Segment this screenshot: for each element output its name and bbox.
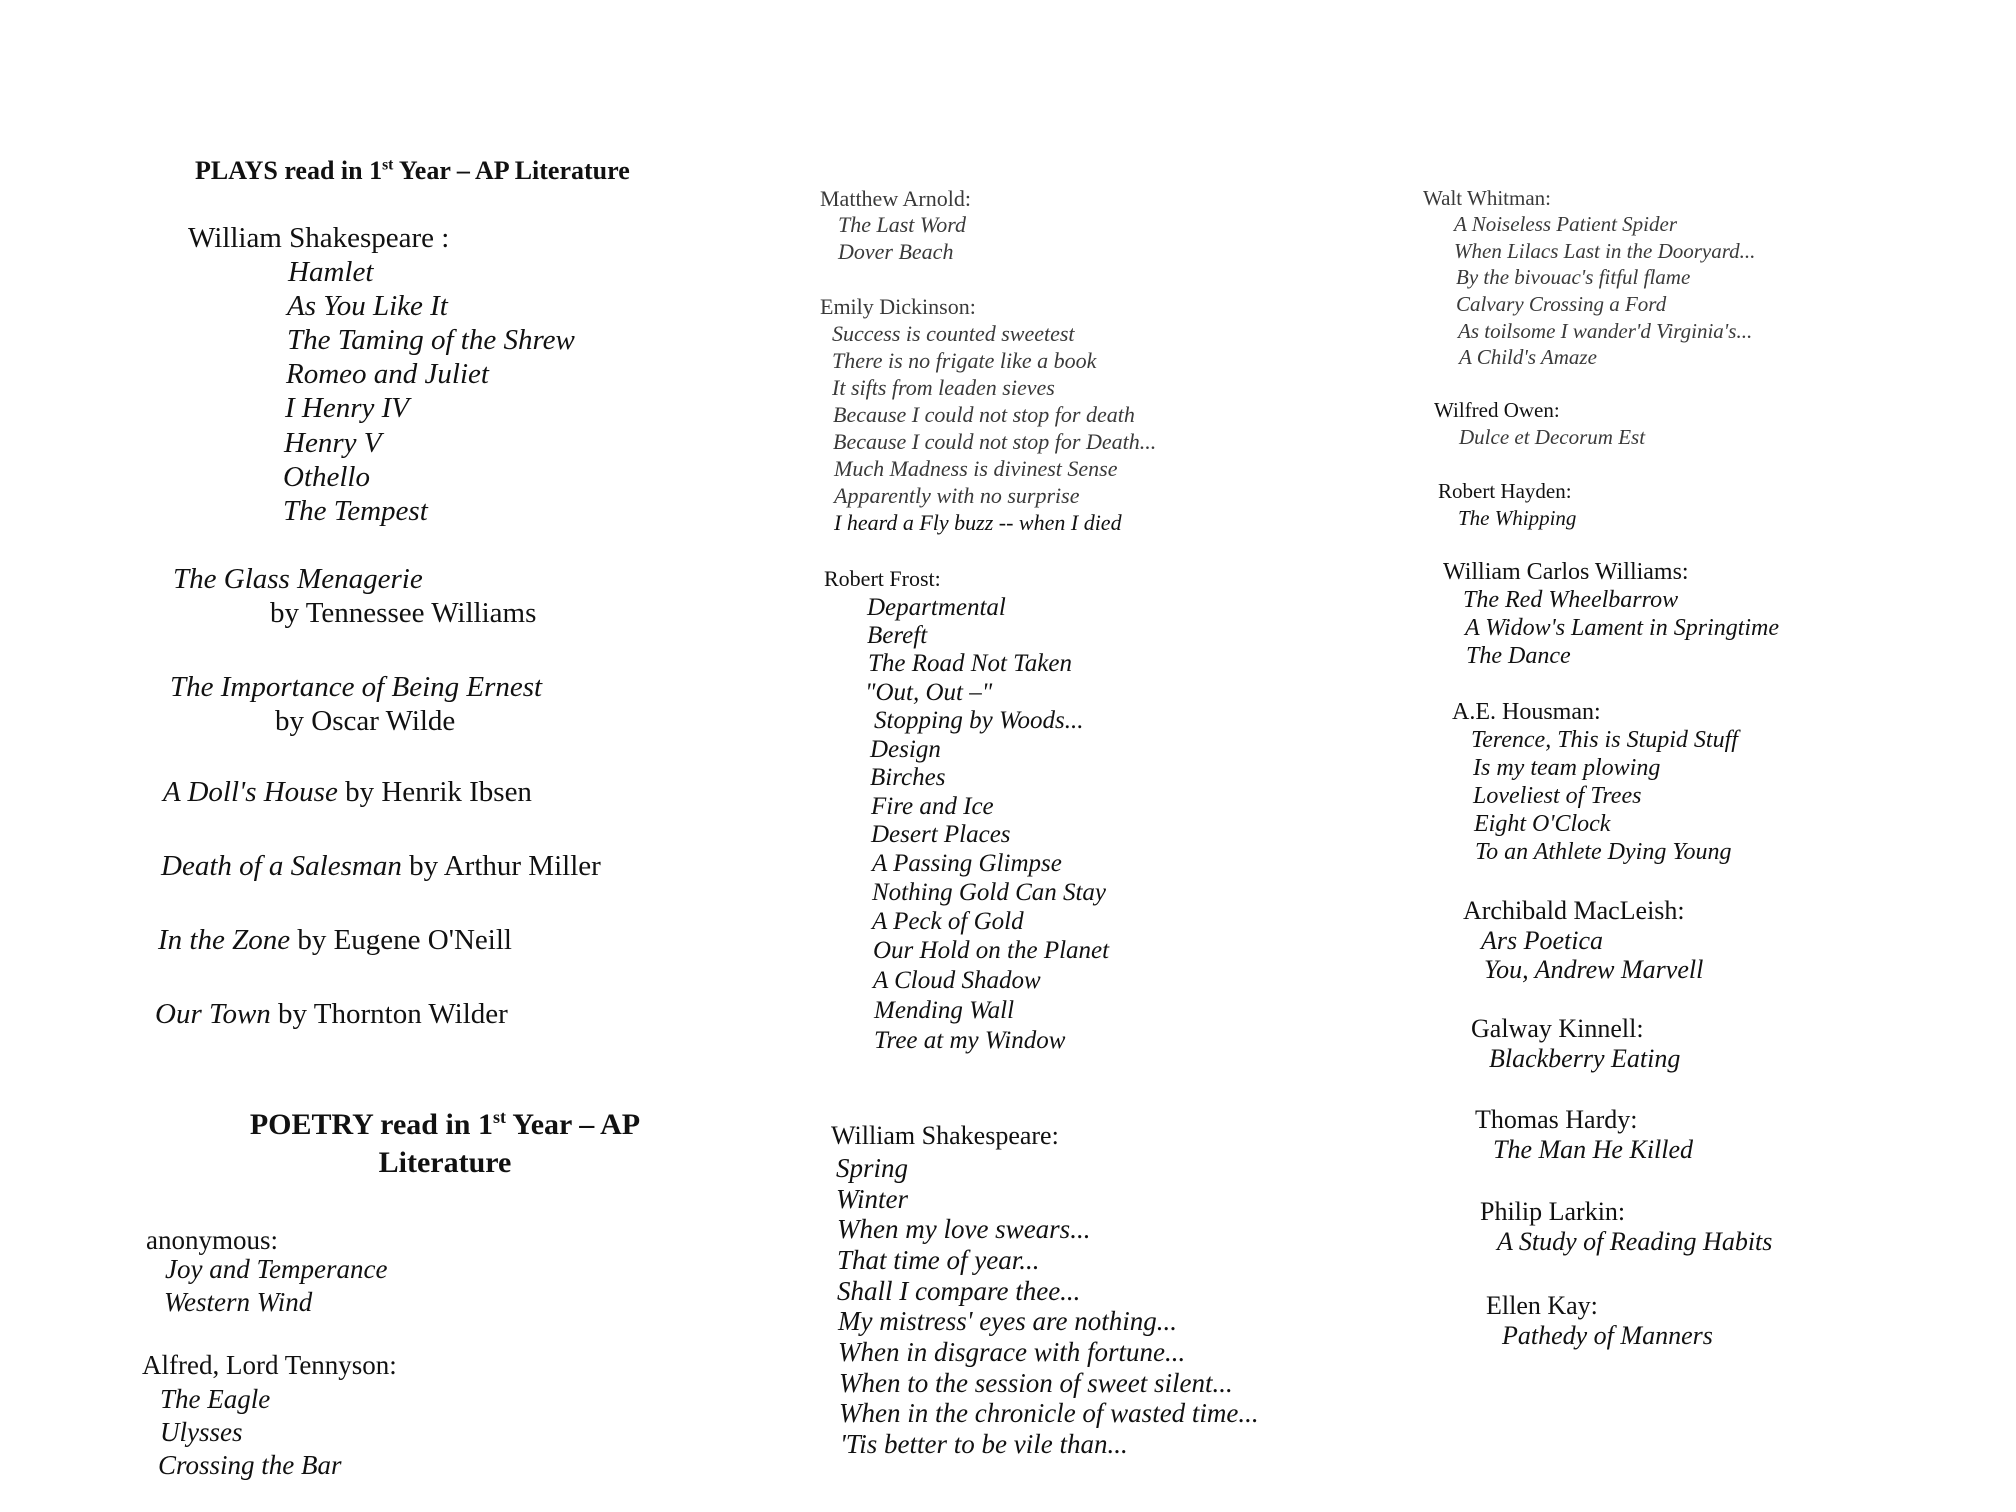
poem-title: Mending Wall <box>874 997 1015 1024</box>
poem-title: To an Athlete Dying Young <box>1475 839 1732 865</box>
poem-title: A Passing Glimpse <box>872 850 1062 877</box>
poem-title: A Cloud Shadow <box>873 967 1041 994</box>
poem-title: When my love swears... <box>837 1214 1091 1244</box>
poem-title: A Study of Reading Habits <box>1497 1227 1773 1256</box>
poem-title: Design <box>870 736 941 763</box>
poet-author: Galway Kinnell: <box>1471 1014 1644 1043</box>
poem-title: A Child's Amaze <box>1459 345 1597 369</box>
poet-author: Walt Whitman: <box>1423 186 1551 210</box>
play-author: by Arthur Miller <box>409 850 601 882</box>
play-title: The Taming of the Shrew <box>287 324 575 356</box>
poem-title: Our Hold on the Planet <box>873 937 1110 964</box>
poem-title: Because I could not stop for Death... <box>833 429 1157 454</box>
poem-title: The Whipping <box>1458 506 1577 530</box>
poet-author: A.E. Housman: <box>1452 699 1601 725</box>
poem-title: Eight O'Clock <box>1474 811 1611 837</box>
poet-author: Robert Frost: <box>824 566 941 591</box>
poem-title: Pathedy of Manners <box>1502 1321 1713 1350</box>
poem-title: Because I could not stop for death <box>833 402 1135 427</box>
poem-title: The Road Not Taken <box>868 650 1072 677</box>
poet-author: William Carlos Williams: <box>1443 559 1689 585</box>
poem-title: Ulysses <box>160 1417 243 1447</box>
play-title: Death of a Salesman <box>161 850 402 882</box>
play-title: Hamlet <box>288 256 374 288</box>
poem-title: When Lilacs Last in the Dooryard... <box>1454 239 1756 263</box>
poet-author: Alfred, Lord Tennyson: <box>142 1350 397 1380</box>
poem-title: Winter <box>836 1184 908 1214</box>
poetry-heading: POETRY read in 1st Year – AP Literature <box>249 1107 641 1179</box>
poem-title: The Last Word <box>838 212 966 237</box>
poem-title: Nothing Gold Can Stay <box>872 879 1107 906</box>
play-title: Othello <box>283 461 370 493</box>
poem-title: "Out, Out –" <box>865 679 993 706</box>
play-entry <box>161 850 601 883</box>
play-author: by Eugene O'Neill <box>297 924 512 956</box>
poem-title: Fire and Ice <box>871 793 994 820</box>
play-title: Our Town <box>155 998 271 1030</box>
poet-author: Robert Hayden: <box>1438 479 1572 503</box>
poem-title: The Man He Killed <box>1493 1135 1694 1164</box>
poem-title: Crossing the Bar <box>158 1450 342 1480</box>
poem-title: When in the chronicle of wasted time... <box>839 1398 1259 1428</box>
poem-title: Dover Beach <box>838 239 954 264</box>
poem-title: You, Andrew Marvell <box>1484 955 1704 984</box>
poem-title: I heard a Fly buzz -- when I died <box>834 510 1122 535</box>
poem-title: Stopping by Woods... <box>874 707 1084 734</box>
poem-title: Spring <box>836 1153 909 1183</box>
poem-title: A Widow's Lament in Springtime <box>1465 615 1780 641</box>
poet-author: Ellen Kay: <box>1486 1291 1598 1320</box>
poem-title: Much Madness is divinest Sense <box>834 456 1118 481</box>
plays-heading: PLAYS read in 1st Year – AP Literature <box>195 156 630 185</box>
play-title: Henry V <box>284 427 382 459</box>
play-entry <box>158 924 512 957</box>
poem-title: Birches <box>870 764 946 791</box>
poem-title: It sifts from leaden sieves <box>832 375 1055 400</box>
poem-title: As toilsome I wander'd Virginia's... <box>1458 319 1753 343</box>
play-title: The Importance of Being Ernest <box>170 671 543 703</box>
poem-title: Calvary Crossing a Ford <box>1456 292 1667 316</box>
poet-author: Matthew Arnold: <box>820 186 971 211</box>
poem-title: By the bivouac's fitful flame <box>1456 265 1691 289</box>
play-author: by Henrik Ibsen <box>345 776 532 808</box>
poem-title: Shall I compare thee... <box>837 1276 1081 1306</box>
play-title: In the Zone <box>158 924 291 956</box>
shakespeare-plays-author: William Shakespeare : <box>188 222 450 254</box>
poem-title: Dulce et Decorum Est <box>1459 425 1646 449</box>
play-title: The Glass Menagerie <box>173 563 423 595</box>
play-title: The Tempest <box>283 495 428 527</box>
play-title: A Doll's House <box>163 776 338 808</box>
poem-title: Is my team plowing <box>1473 755 1661 781</box>
poet-author: Thomas Hardy: <box>1475 1105 1638 1134</box>
poem-title: The Eagle <box>160 1384 271 1414</box>
poem-title: Bereft <box>867 622 928 649</box>
play-entry <box>163 776 532 809</box>
poet-author: Emily Dickinson: <box>820 294 976 319</box>
poem-title: Western Wind <box>164 1287 313 1317</box>
poet-author: Archibald MacLeish: <box>1463 896 1685 925</box>
play-title: As You Like It <box>287 290 448 322</box>
poem-title: My mistress' eyes are nothing... <box>838 1306 1177 1336</box>
poem-title: The Dance <box>1466 643 1571 669</box>
poem-title: Joy and Temperance <box>165 1254 388 1284</box>
play-title: I Henry IV <box>285 392 410 424</box>
poem-title: Desert Places <box>871 821 1011 848</box>
play-author: by Thornton Wilder <box>278 998 508 1030</box>
poem-title: Success is counted sweetest <box>832 321 1075 346</box>
poet-author: Wilfred Owen: <box>1434 398 1560 422</box>
poet-author: Philip Larkin: <box>1480 1197 1626 1226</box>
poem-title: When to the session of sweet silent... <box>839 1368 1233 1398</box>
poet-author: William Shakespeare: <box>831 1121 1059 1150</box>
poem-title: When in disgrace with fortune... <box>838 1337 1186 1367</box>
poem-title: Departmental <box>867 594 1006 621</box>
poem-title: Blackberry Eating <box>1489 1044 1681 1073</box>
play-author: by Oscar Wilde <box>275 705 456 737</box>
play-title: Romeo and Juliet <box>286 358 489 390</box>
poem-title: That time of year... <box>837 1245 1040 1275</box>
poem-title: Loveliest of Trees <box>1473 783 1642 809</box>
poem-title: The Red Wheelbarrow <box>1463 587 1679 613</box>
play-author: by Tennessee Williams <box>270 597 537 629</box>
poem-title: Ars Poetica <box>1481 926 1604 955</box>
poem-title: A Noiseless Patient Spider <box>1454 212 1678 236</box>
poem-title: There is no frigate like a book <box>832 348 1097 373</box>
poem-title: Apparently with no surprise <box>834 483 1080 508</box>
poem-title: A Peck of Gold <box>872 908 1024 935</box>
play-entry <box>155 998 508 1031</box>
poem-title: Terence, This is Stupid Stuff <box>1471 727 1738 753</box>
poem-title: Tree at my Window <box>874 1027 1066 1054</box>
poet-author: anonymous: <box>146 1225 278 1255</box>
poem-title: 'Tis better to be vile than... <box>840 1429 1128 1459</box>
